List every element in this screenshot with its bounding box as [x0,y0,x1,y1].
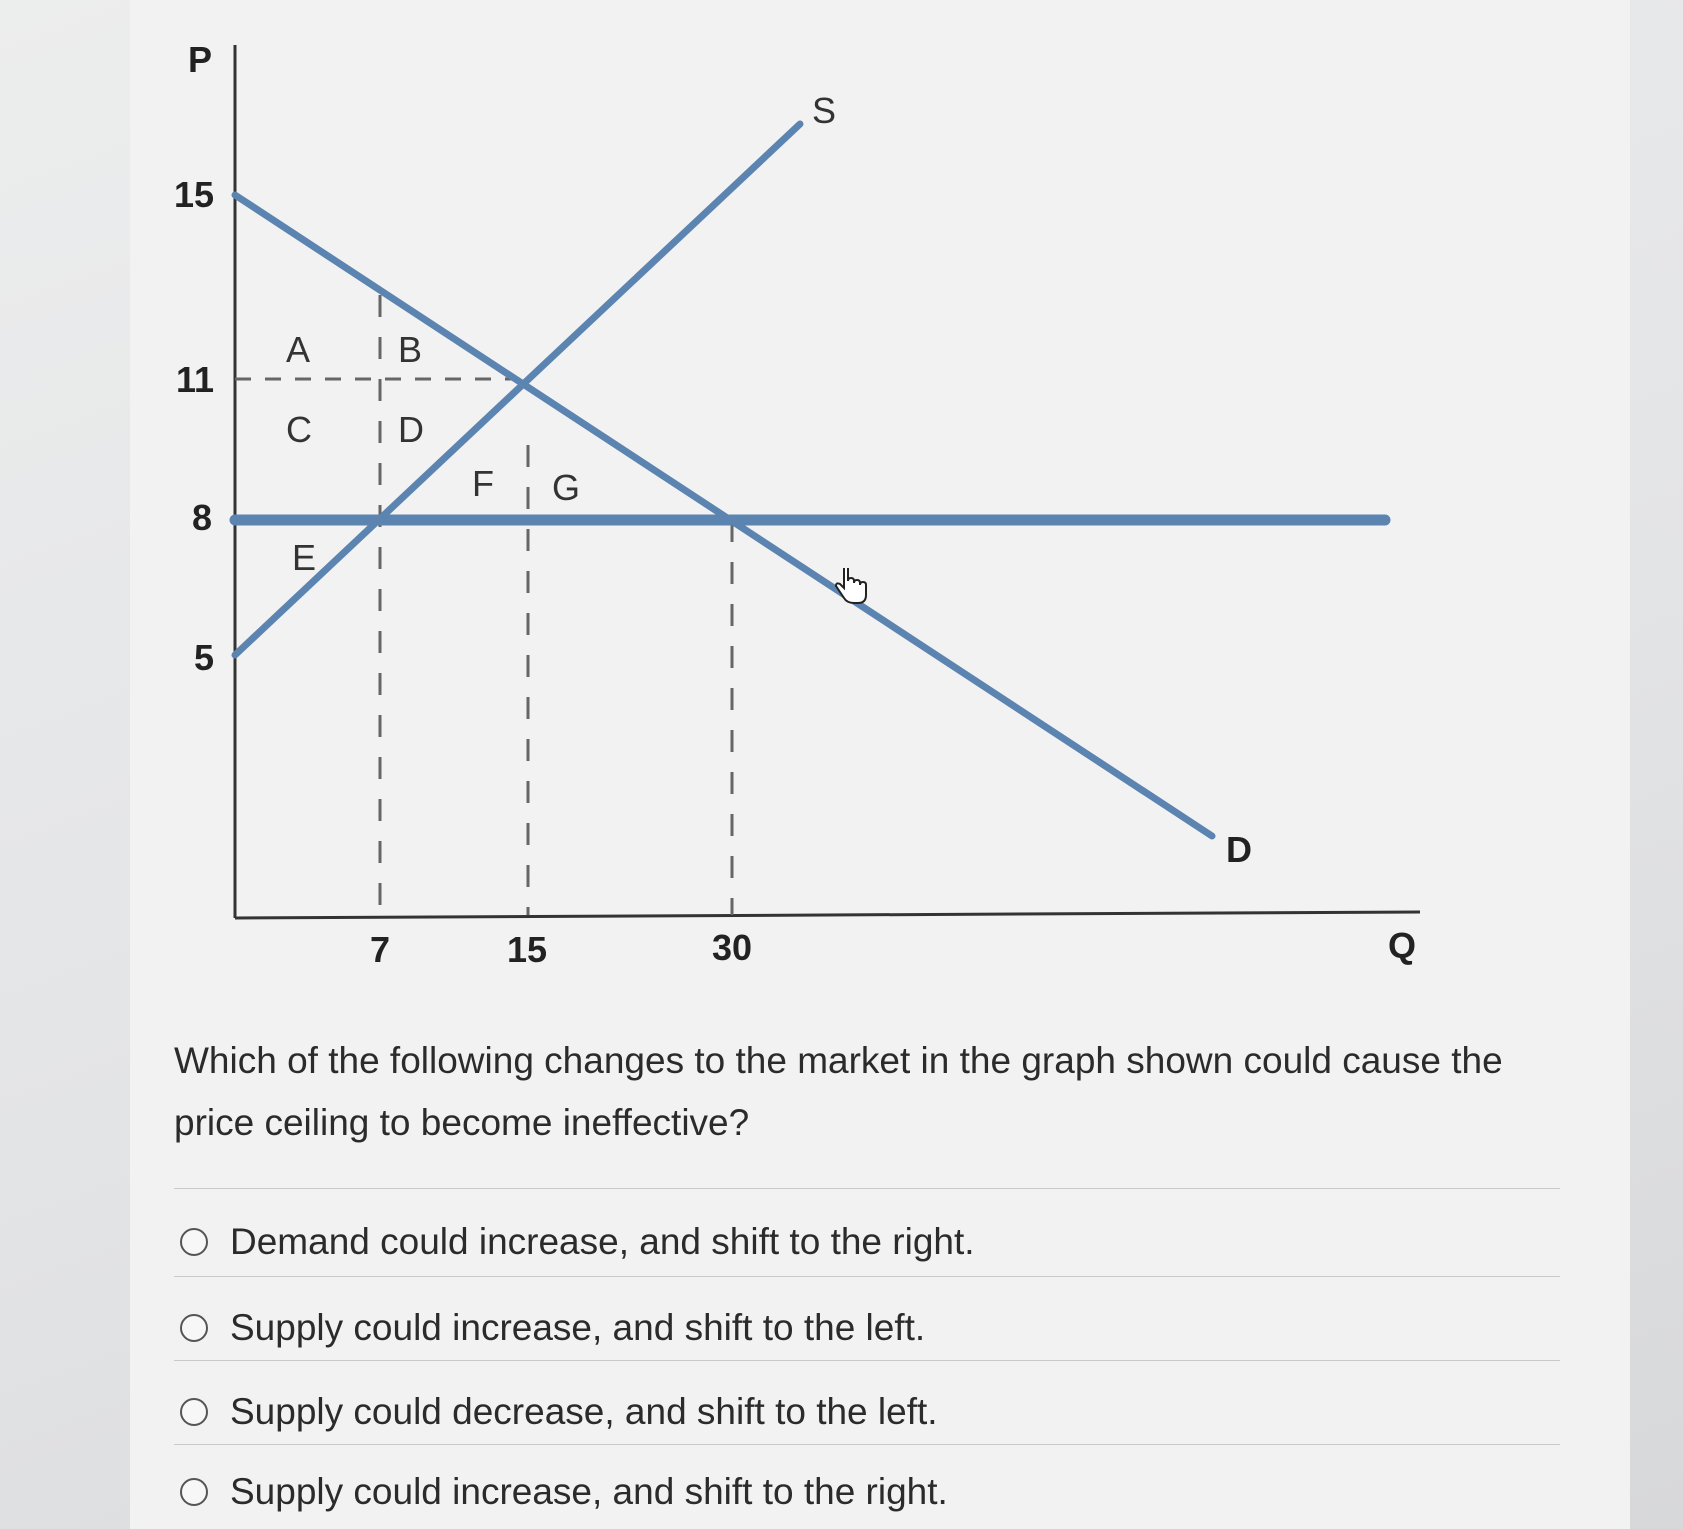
divider [174,1444,1560,1445]
divider [174,1276,1560,1277]
y-tick-11: 11 [176,359,215,400]
option-1[interactable] [180,1212,1560,1272]
x-tick-15: 15 [507,929,548,970]
option-4-label: Supply could increase, and shift to the right. [230,1471,948,1512]
region-a-label: A [286,329,311,370]
demand-label: D [1226,829,1252,870]
y-axis-label: P [188,39,213,80]
radio-button[interactable] [180,1398,208,1426]
x-axis [235,912,1420,918]
radio-button[interactable] [180,1478,208,1506]
region-e-label: E [292,537,317,578]
region-c-label: C [286,409,312,450]
region-d-label: D [398,409,424,450]
region-f-label: F [472,463,494,504]
x-tick-7: 7 [370,929,391,970]
y-tick-15: 15 [174,174,215,215]
x-tick-30: 30 [712,927,753,968]
divider [174,1360,1560,1361]
supply-label: S [812,90,837,131]
supply-curve [235,124,800,655]
option-1-label: Demand could increase, and shift to the right. [230,1221,975,1262]
option-4[interactable] [180,1462,1560,1522]
x-axis-label: Q [1388,925,1417,966]
option-3-label: Supply could decrease, and shift to the left. [230,1391,938,1432]
radio-button[interactable] [180,1228,208,1256]
question-text: Which of the following changes to the market in the graph shown could cause the price ceiling to become ineffective? [174,1040,1503,1143]
region-g-label: G [552,467,581,508]
option-2[interactable] [180,1298,1560,1358]
y-tick-8: 8 [192,497,213,538]
option-3[interactable] [180,1382,1560,1442]
radio-button[interactable] [180,1314,208,1342]
hand-pointer-icon [834,568,868,611]
region-b-label: B [398,329,423,370]
y-tick-5: 5 [194,637,215,678]
option-2-label: Supply could increase, and shift to the left. [230,1307,926,1348]
divider [174,1188,1560,1189]
